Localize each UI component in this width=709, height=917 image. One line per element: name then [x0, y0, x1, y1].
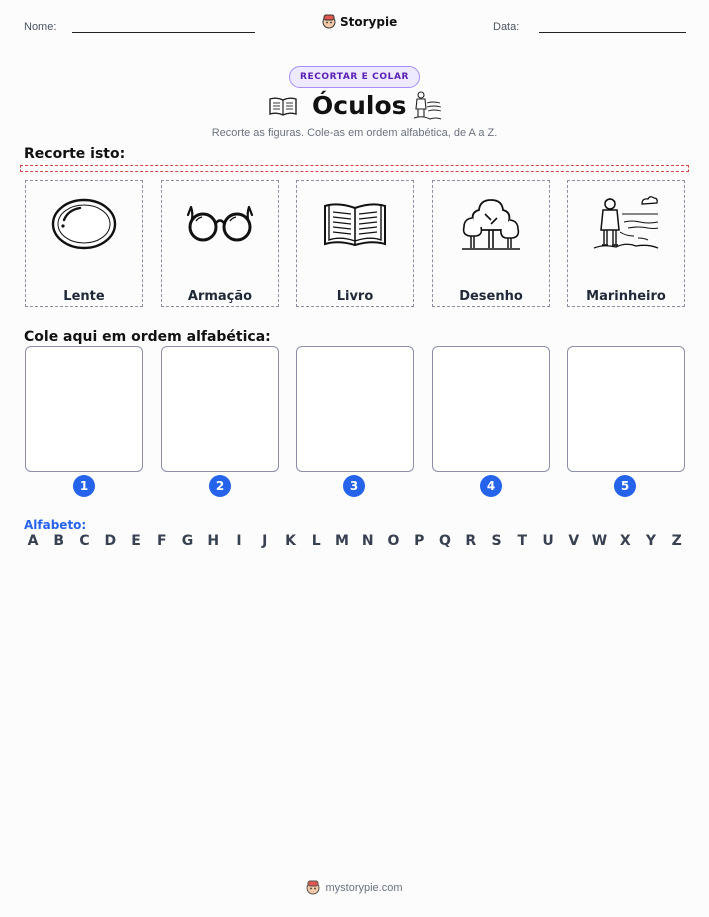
alphabet-row — [24, 533, 686, 549]
cut-card-desenho[interactable] — [432, 180, 550, 307]
cut-line — [20, 165, 689, 172]
alphabet-letter: A — [27, 533, 39, 549]
alphabet-letter: V — [568, 533, 580, 549]
alphabet-letter: H — [207, 533, 220, 549]
name-line[interactable] — [72, 32, 255, 33]
footer — [0, 880, 709, 895]
position-number: 4 — [480, 475, 502, 497]
brand-logo — [322, 14, 397, 29]
alphabet-letter: E — [131, 533, 141, 549]
alphabet-letter: D — [104, 533, 117, 549]
glasses-frame-icon — [180, 189, 260, 259]
alphabet-title: Alfabeto: — [24, 518, 87, 532]
footer-site[interactable]: mystorypie.com — [325, 881, 403, 894]
sailor-icon — [586, 189, 666, 259]
alphabet-letter: C — [79, 533, 90, 549]
cut-heading: Recorte isto: — [24, 146, 126, 162]
cut-card-lente[interactable] — [25, 180, 143, 307]
alphabet-letter: L — [311, 533, 321, 549]
paste-box-3[interactable] — [296, 346, 414, 472]
sailor-scene-icon — [412, 89, 442, 125]
brand-name: Storypie — [340, 14, 398, 29]
alphabet-letter: B — [53, 533, 65, 549]
alphabet-letter: F — [156, 533, 167, 549]
alphabet-letter: X — [619, 533, 631, 549]
card-label: Desenho — [459, 289, 523, 304]
cut-card-livro[interactable] — [296, 180, 414, 307]
alphabet-letter: G — [181, 533, 194, 549]
date-line[interactable] — [539, 32, 686, 33]
alphabet-letter: Y — [645, 533, 657, 549]
alphabet-letter: S — [491, 533, 502, 549]
paste-box-5[interactable] — [567, 346, 685, 472]
card-label: Livro — [336, 289, 374, 304]
alphabet-letter: U — [542, 533, 554, 549]
storypie-mascot-icon — [306, 880, 320, 895]
date-label: Data: — [493, 21, 520, 33]
alphabet-letter: O — [387, 533, 400, 549]
alphabet-letter: W — [591, 533, 608, 549]
alphabet-letter: J — [262, 533, 268, 549]
storypie-mascot-icon — [322, 14, 336, 29]
alphabet-letter: I — [236, 533, 242, 549]
paste-heading: Cole aqui em ordem alfabética: — [24, 329, 271, 345]
alphabet-letter: N — [361, 533, 374, 549]
paste-box-1[interactable] — [25, 346, 143, 472]
trees-drawing-icon — [451, 189, 531, 259]
book-icon — [315, 189, 395, 259]
alphabet-letter: P — [414, 533, 425, 549]
alphabet-letter: K — [285, 533, 296, 549]
position-number: 1 — [73, 475, 95, 497]
card-label: Marinheiro — [586, 289, 666, 304]
cut-card-armacao[interactable] — [161, 180, 279, 307]
card-label: Armação — [187, 289, 253, 304]
page-title: Óculos — [312, 91, 407, 120]
instructions: Recorte as figuras. Cole-as em ordem alfabética, de A a Z. — [211, 127, 498, 139]
paste-box-4[interactable] — [432, 346, 550, 472]
open-book-icon — [268, 95, 298, 121]
alphabet-letter: Z — [671, 533, 682, 549]
position-number: 2 — [209, 475, 231, 497]
alphabet-letter: T — [517, 533, 528, 549]
lens-icon — [44, 189, 124, 259]
cut-card-marinheiro[interactable] — [567, 180, 685, 307]
alphabet-letter: R — [465, 533, 477, 549]
card-label: Lente — [63, 289, 105, 304]
activity-badge: RECORTAR E COLAR — [289, 66, 420, 88]
alphabet-letter: M — [335, 533, 349, 549]
position-number: 5 — [614, 475, 636, 497]
paste-box-2[interactable] — [161, 346, 279, 472]
position-number: 3 — [343, 475, 365, 497]
alphabet-letter: Q — [439, 533, 451, 549]
name-label: Nome: — [24, 21, 57, 33]
